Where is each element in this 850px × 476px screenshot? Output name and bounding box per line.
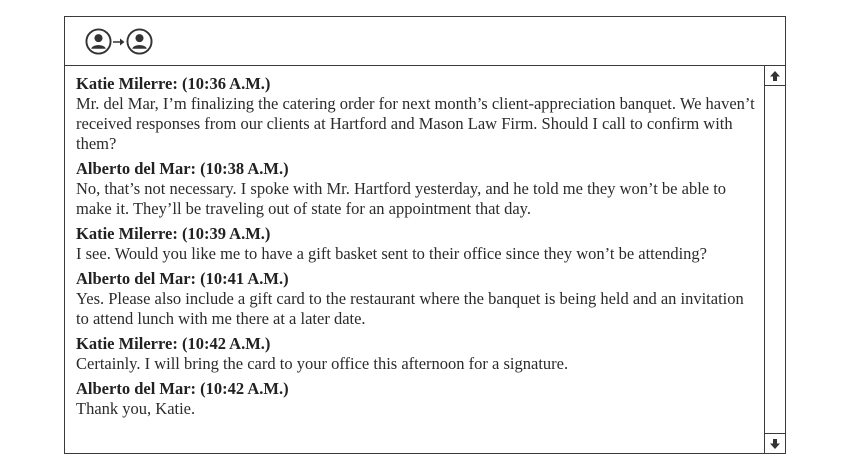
message-header: Katie Milerre: (10:36 A.M.) (76, 74, 271, 93)
participants-icons (85, 28, 153, 55)
message-text: No, that’s not necessary. I spoke with Mr. Hartford yesterday, and he told me they won’t be able to make it. They’ll be traveling out of state for an appointment that day. (76, 179, 727, 218)
user-icon[interactable] (126, 28, 153, 55)
arrow-down-icon (769, 438, 781, 450)
scrollbar[interactable] (764, 66, 785, 453)
message-text: Mr. del Mar, I’m finalizing the catering order for next month’s client-appreciation banquet. We haven’t received responses from our clients at Hartford and Mason Law Firm. Should I call to confirm with them? (76, 94, 755, 153)
message-text: Thank you, Katie. (76, 399, 196, 418)
message (76, 159, 757, 219)
scroll-up-button[interactable] (765, 66, 785, 86)
message-header: Katie Milerre: (10:39 A.M.) (76, 224, 271, 243)
message-list[interactable] (76, 74, 757, 453)
message (76, 74, 757, 154)
message-header: Alberto del Mar: (10:42 A.M.) (76, 379, 289, 398)
chat-window (64, 16, 786, 454)
message-header: Alberto del Mar: (10:38 A.M.) (76, 159, 289, 178)
message-header: Katie Milerre: (10:42 A.M.) (76, 334, 271, 353)
message (76, 269, 757, 329)
chat-header (65, 17, 785, 66)
message (76, 224, 757, 264)
message-text: Certainly. I will bring the card to your office this afternoon for a signature. (76, 354, 569, 373)
scroll-down-button[interactable] (765, 433, 785, 453)
arrow-up-icon (769, 70, 781, 82)
message (76, 334, 757, 374)
message-text: I see. Would you like me to have a gift basket sent to their office since they won’t be attending? (76, 244, 707, 263)
message-text: Yes. Please also include a gift card to the restaurant where the banquet is being held and an invitation to attend lunch with me there at a later date. (76, 289, 744, 328)
scroll-track[interactable] (765, 86, 785, 433)
chat-body (65, 66, 785, 453)
message (76, 379, 757, 419)
user-icon[interactable] (85, 28, 112, 55)
message-header: Alberto del Mar: (10:41 A.M.) (76, 269, 289, 288)
arrow-right-icon (113, 37, 125, 47)
